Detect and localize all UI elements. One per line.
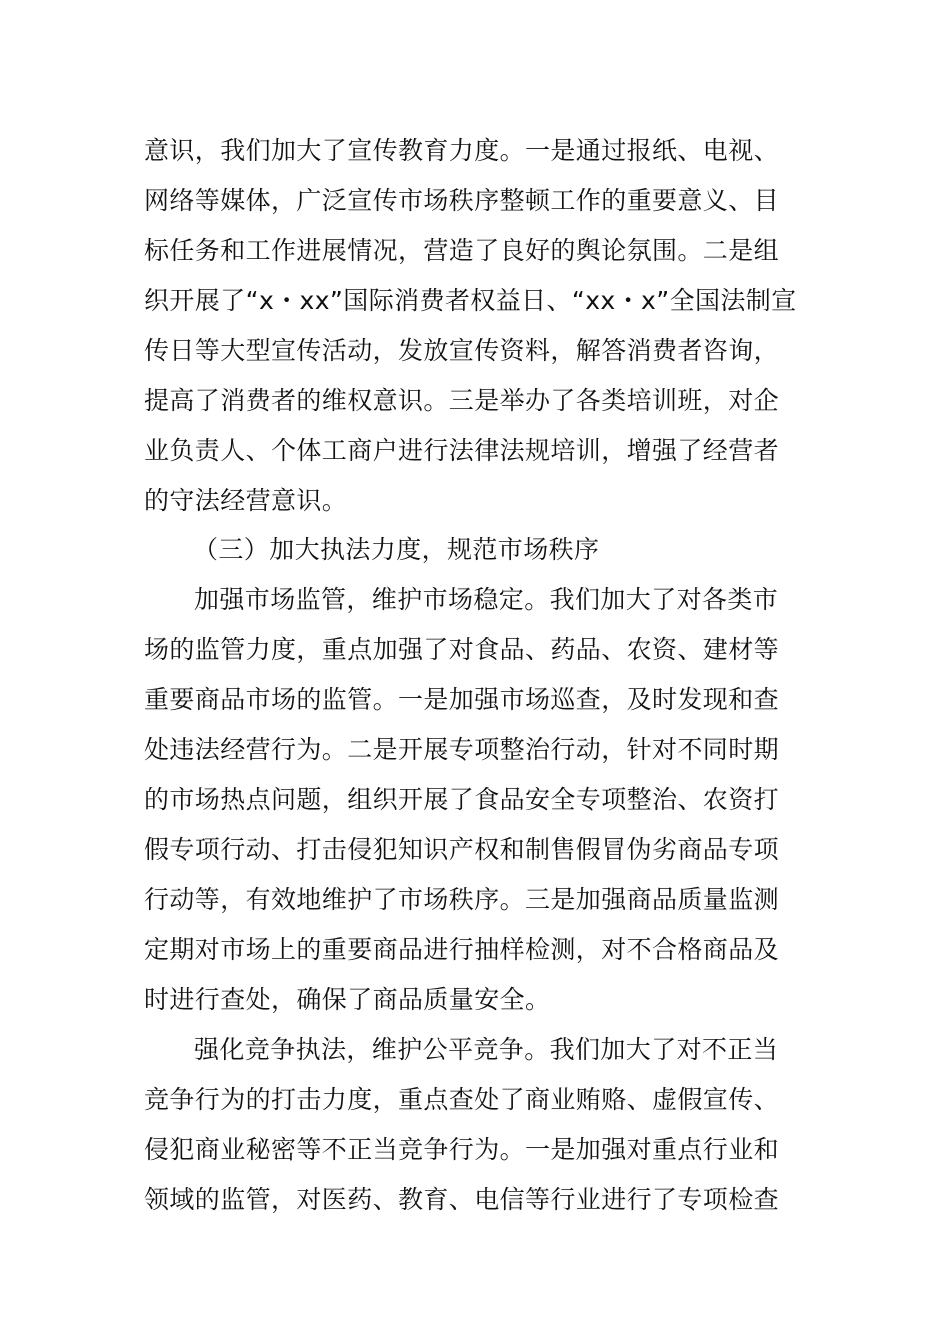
paragraph-line: 定期对市场上的重要商品进行抽样检测，对不合格商品及: [144, 935, 780, 964]
paragraph-line: 织开展了“x・xx”国际消费者权益日、“xx・x”全国法制宣: [144, 286, 797, 315]
paragraph-line: 加强市场监管，维护市场稳定。我们加大了对各类市: [194, 585, 779, 614]
paragraph-line: 提高了消费者的维权意识。三是举办了各类培训班，对企: [144, 386, 780, 415]
paragraph-line: 场的监管力度，重点加强了对食品、药品、农资、建材等: [144, 635, 780, 664]
section-heading: （三）加大执法力度，规范市场秩序: [193, 535, 600, 564]
paragraph-line: 领域的监管，对医药、教育、电信等行业进行了专项检查: [144, 1185, 780, 1214]
paragraph-line: 标任务和工作进展情况，营造了良好的舆论氛围。二是组: [144, 236, 780, 265]
paragraph-line: 时进行查处，确保了商品质量安全。: [144, 985, 551, 1014]
paragraph-line: 意识，我们加大了宣传教育力度。一是通过报纸、电视、: [144, 136, 780, 165]
paragraph-line: 的市场热点问题，组织开展了食品安全专项整治、农资打: [144, 785, 780, 814]
paragraph-line: 竞争行为的打击力度，重点查处了商业贿赂、虚假宣传、: [144, 1085, 780, 1114]
paragraph-line: 网络等媒体，广泛宣传市场秩序整顿工作的重要意义、目: [144, 186, 780, 215]
paragraph-line: 处违法经营行为。二是开展专项整治行动，针对不同时期: [144, 735, 780, 764]
paragraph-line: 重要商品市场的监管。一是加强市场巡查，及时发现和查: [144, 685, 780, 714]
paragraph-line: 的守法经营意识。: [144, 486, 348, 515]
paragraph-line: 传日等大型宣传活动，发放宣传资料，解答消费者咨询，: [144, 336, 780, 365]
paragraph-line: 业负责人、个体工商户进行法律法规培训，增强了经营者: [144, 436, 780, 465]
paragraph-line: 假专项行动、打击侵犯知识产权和制售假冒伪劣商品专项: [144, 835, 780, 864]
paragraph-line: 侵犯商业秘密等不正当竞争行为。一是加强对重点行业和: [144, 1135, 780, 1164]
paragraph-line: 行动等，有效地维护了市场秩序。三是加强商品质量监测: [144, 885, 780, 914]
paragraph-line: 强化竞争执法，维护公平竞争。我们加大了对不正当: [194, 1035, 779, 1064]
